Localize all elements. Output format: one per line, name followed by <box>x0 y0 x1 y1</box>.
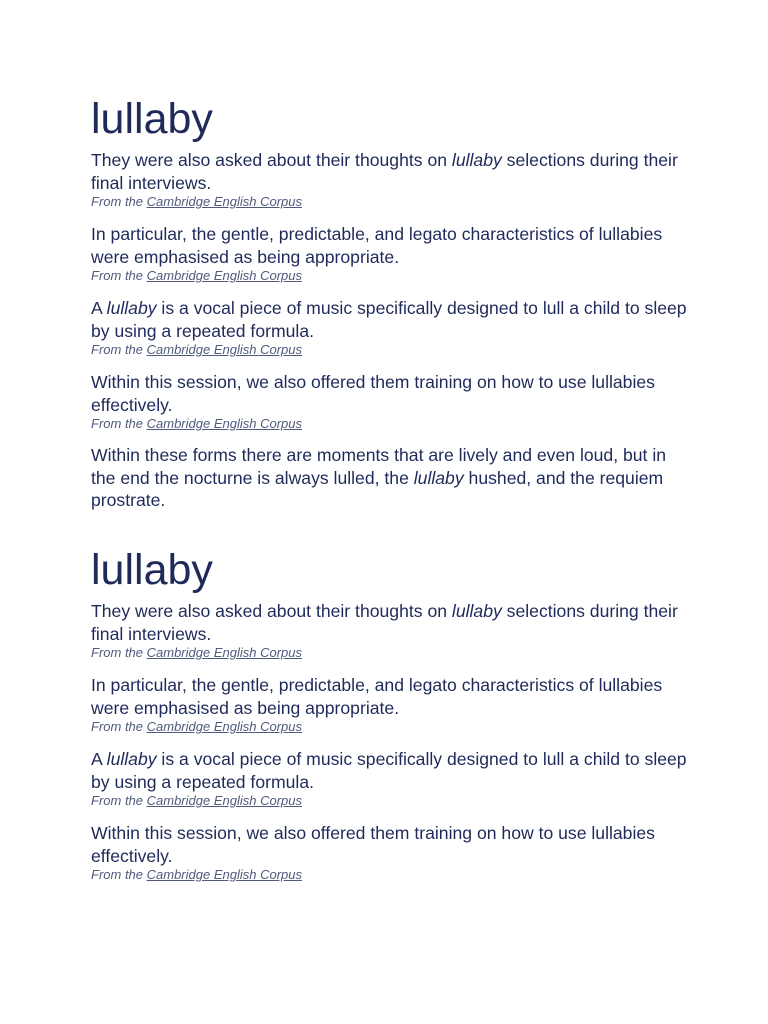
example-source: From the Cambridge English Corpus <box>91 268 302 283</box>
example-source: From the Cambridge English Corpus <box>91 416 302 431</box>
corpus-link[interactable]: Cambridge English Corpus <box>146 194 302 209</box>
example-source: From the Cambridge English Corpus <box>91 342 302 357</box>
example-sentence: In particular, the gentle, predictable, and legato characteristics of lullabies were emphasised as being appropriate. <box>91 224 663 267</box>
example-sentence-block <box>91 444 691 512</box>
headword-highlight: lullaby <box>106 298 157 318</box>
example-source: From the Cambridge English Corpus <box>91 645 302 660</box>
headword-highlight: lullaby <box>451 150 502 170</box>
example-sentence-block <box>91 297 691 358</box>
corpus-link[interactable]: Cambridge English Corpus <box>146 867 302 882</box>
corpus-link[interactable]: Cambridge English Corpus <box>146 342 302 357</box>
headword-highlight: lullaby <box>106 749 157 769</box>
example-sentence-block <box>91 822 691 883</box>
corpus-link[interactable]: Cambridge English Corpus <box>146 645 302 660</box>
corpus-link[interactable]: Cambridge English Corpus <box>146 793 302 808</box>
example-source: From the Cambridge English Corpus <box>91 719 302 734</box>
example-sentence: Within these forms there are moments that are lively and even loud, but in the end the nocturne is always lulled, the lullaby hushed, and the requiem prostrate. <box>91 445 667 510</box>
example-sentence: A lullaby is a vocal piece of music specifically designed to lull a child to sleep by using a repeated formula. <box>91 298 687 341</box>
example-source: From the Cambridge English Corpus <box>91 793 302 808</box>
example-source: From the Cambridge English Corpus <box>91 867 302 882</box>
example-sentence: A lullaby is a vocal piece of music specifically designed to lull a child to sleep by using a repeated formula. <box>91 749 687 792</box>
corpus-link[interactable]: Cambridge English Corpus <box>146 268 302 283</box>
example-sentence: They were also asked about their thoughts on lullaby selections during their final interviews. <box>91 601 678 644</box>
example-sentence: They were also asked about their thoughts on lullaby selections during their final interviews. <box>91 150 678 193</box>
example-sentence-block <box>91 223 691 284</box>
example-sentence-block <box>91 674 691 735</box>
example-sentence: In particular, the gentle, predictable, and legato characteristics of lullabies were emphasised as being appropriate. <box>91 675 663 718</box>
example-sentence: Within this session, we also offered them training on how to use lullabies effectively. <box>91 823 655 866</box>
headword-highlight: lullaby <box>413 467 464 488</box>
corpus-link[interactable]: Cambridge English Corpus <box>146 416 302 431</box>
example-sentence: Within this session, we also offered them training on how to use lullabies effectively. <box>91 372 655 415</box>
example-sentence-block <box>91 748 691 809</box>
example-sentence-block <box>91 600 691 661</box>
headword-highlight: lullaby <box>451 601 502 621</box>
corpus-link[interactable]: Cambridge English Corpus <box>146 719 302 734</box>
section-title: lullaby <box>91 95 213 143</box>
example-sentence-block <box>91 371 691 432</box>
example-sentence-block <box>91 149 691 210</box>
section-title: lullaby <box>91 546 213 594</box>
example-source: From the Cambridge English Corpus <box>91 194 302 209</box>
